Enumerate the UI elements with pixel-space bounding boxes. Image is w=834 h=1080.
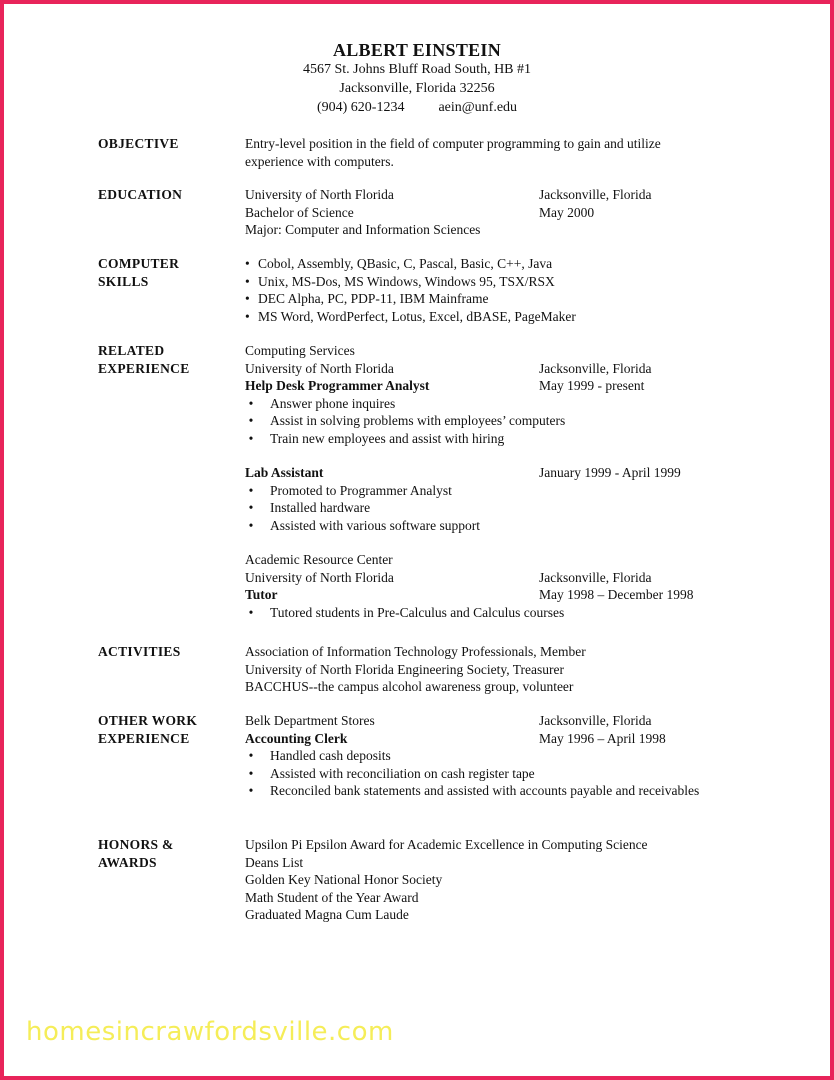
site-watermark: homesincrawfordsville.com: [26, 1017, 394, 1047]
employer: Belk Department Stores: [245, 713, 375, 728]
job-title: Tutor: [245, 587, 278, 602]
list-item: • Assist in solving problems with employees’ computers: [248, 413, 566, 428]
duty-text: Installed hardware: [270, 500, 371, 515]
job-title: Help Desk Programmer Analyst: [245, 378, 430, 393]
degree: Bachelor of Science: [245, 204, 354, 220]
list-item: • Answer phone inquires: [248, 395, 396, 411]
job-title: Accounting Clerk: [245, 730, 348, 746]
list-item: • Installed hardware: [248, 500, 371, 515]
honor-item: Math Student of the Year Award: [245, 889, 419, 905]
section-label: EDUCATION: [98, 187, 183, 202]
skill-text: MS Word, WordPerfect, Lotus, Excel, dBASE, PageMaker: [258, 308, 576, 324]
email-address: aein@unf.edu: [438, 100, 518, 115]
list-item: • Reconciled bank statements and assisted with accounts payable and receivables: [248, 783, 700, 798]
employer: University of North Florida: [245, 360, 394, 376]
list-item: • Unix, MS-Dos, MS Windows, Windows 95, TSX/RSX: [245, 273, 555, 289]
employer-location: Jacksonville, Florida: [539, 360, 652, 376]
school-name: University of North Florida: [245, 187, 394, 202]
activity-item: University of North Florida Engineering Society, Treasurer: [245, 661, 564, 677]
graduation-date: May 2000: [539, 204, 595, 220]
honor-item: Deans List: [245, 854, 304, 870]
list-item: • Tutored students in Pre-Calculus and Calculus courses: [248, 604, 565, 620]
list-item: • Train new employees and assist with hiring: [248, 430, 505, 446]
section-label: OBJECTIVE: [98, 136, 179, 151]
objective-text: Entry-level position in the field of computer programming to gain and utilize: [245, 136, 661, 151]
job-dates: May 1996 – April 1998: [539, 730, 666, 746]
honor-item: Upsilon Pi Epsilon Award for Academic Excellence in Computing Science: [245, 837, 648, 852]
section-label-line: EXPERIENCE: [98, 360, 190, 376]
duty-text: Answer phone inquires: [270, 395, 396, 411]
skill-text: Unix, MS-Dos, MS Windows, Windows 95, TSX/RSX: [258, 273, 555, 289]
duty-text: Assisted with various software support: [270, 517, 480, 533]
job-dates: May 1998 – December 1998: [539, 587, 694, 602]
employer-location: Jacksonville, Florida: [539, 713, 652, 728]
job-dates: May 1999 - present: [539, 378, 645, 393]
list-item: • Cobol, Assembly, QBasic, C, Pascal, Basic, C++, Java: [245, 256, 553, 271]
activity-item: BACCHUS--the campus alcohol awareness group, volunteer: [245, 679, 574, 694]
employer-location: Jacksonville, Florida: [539, 569, 652, 585]
objective-text: experience with computers.: [245, 153, 394, 169]
duty-text: Assisted with reconciliation on cash register tape: [270, 765, 535, 781]
address-line-1: 4567 St. Johns Bluff Road South, HB #1: [302, 62, 532, 77]
honor-item: Golden Key National Honor Society: [245, 872, 443, 887]
activity-item: Association of Information Technology Professionals, Member: [245, 644, 586, 659]
phone-number: (904) 620-1234: [316, 100, 405, 115]
employer: University of North Florida: [245, 569, 394, 585]
duty-text: Reconciled bank statements and assisted with accounts payable and receivables: [270, 783, 700, 798]
section-label-line: RELATED: [98, 343, 165, 358]
skill-text: Cobol, Assembly, QBasic, C, Pascal, Basic, C++, Java: [258, 256, 553, 271]
section-label-line: COMPUTER: [98, 256, 180, 271]
applicant-name: ALBERT EINSTEIN: [332, 40, 502, 60]
list-item: • Assisted with various software support: [248, 517, 480, 533]
duty-text: Assist in solving problems with employees’ computers: [270, 413, 566, 428]
address-line-2: Jacksonville, Florida 32256: [339, 81, 495, 96]
list-item: • DEC Alpha, PC, PDP-11, IBM Mainframe: [245, 291, 489, 306]
job-dates: January 1999 - April 1999: [539, 465, 681, 480]
organization: Academic Resource Center: [245, 552, 393, 567]
honor-item: Graduated Magna Cum Laude: [245, 907, 409, 922]
duty-text: Tutored students in Pre-Calculus and Calculus courses: [270, 604, 565, 620]
section-label-line: SKILLS: [98, 273, 149, 289]
section-label-line: EXPERIENCE: [98, 730, 190, 746]
section-label-line: AWARDS: [98, 854, 157, 870]
duty-text: Handled cash deposits: [270, 748, 391, 763]
school-location: Jacksonville, Florida: [539, 187, 652, 202]
section-label-line: HONORS &: [98, 837, 174, 852]
major: Major: Computer and Information Sciences: [245, 222, 481, 237]
list-item: • Promoted to Programmer Analyst: [248, 482, 452, 498]
list-item: • Handled cash deposits: [248, 748, 391, 763]
duty-text: Promoted to Programmer Analyst: [270, 482, 452, 498]
skill-text: DEC Alpha, PC, PDP-11, IBM Mainframe: [258, 291, 489, 306]
section-label: ACTIVITIES: [98, 644, 181, 659]
duty-text: Train new employees and assist with hiring: [270, 430, 505, 446]
list-item: • Assisted with reconciliation on cash register tape: [248, 765, 535, 781]
organization: Computing Services: [245, 343, 355, 358]
job-title: Lab Assistant: [245, 465, 324, 480]
list-item: • MS Word, WordPerfect, Lotus, Excel, dBASE, PageMaker: [245, 308, 576, 324]
section-label-line: OTHER WORK: [98, 713, 198, 728]
